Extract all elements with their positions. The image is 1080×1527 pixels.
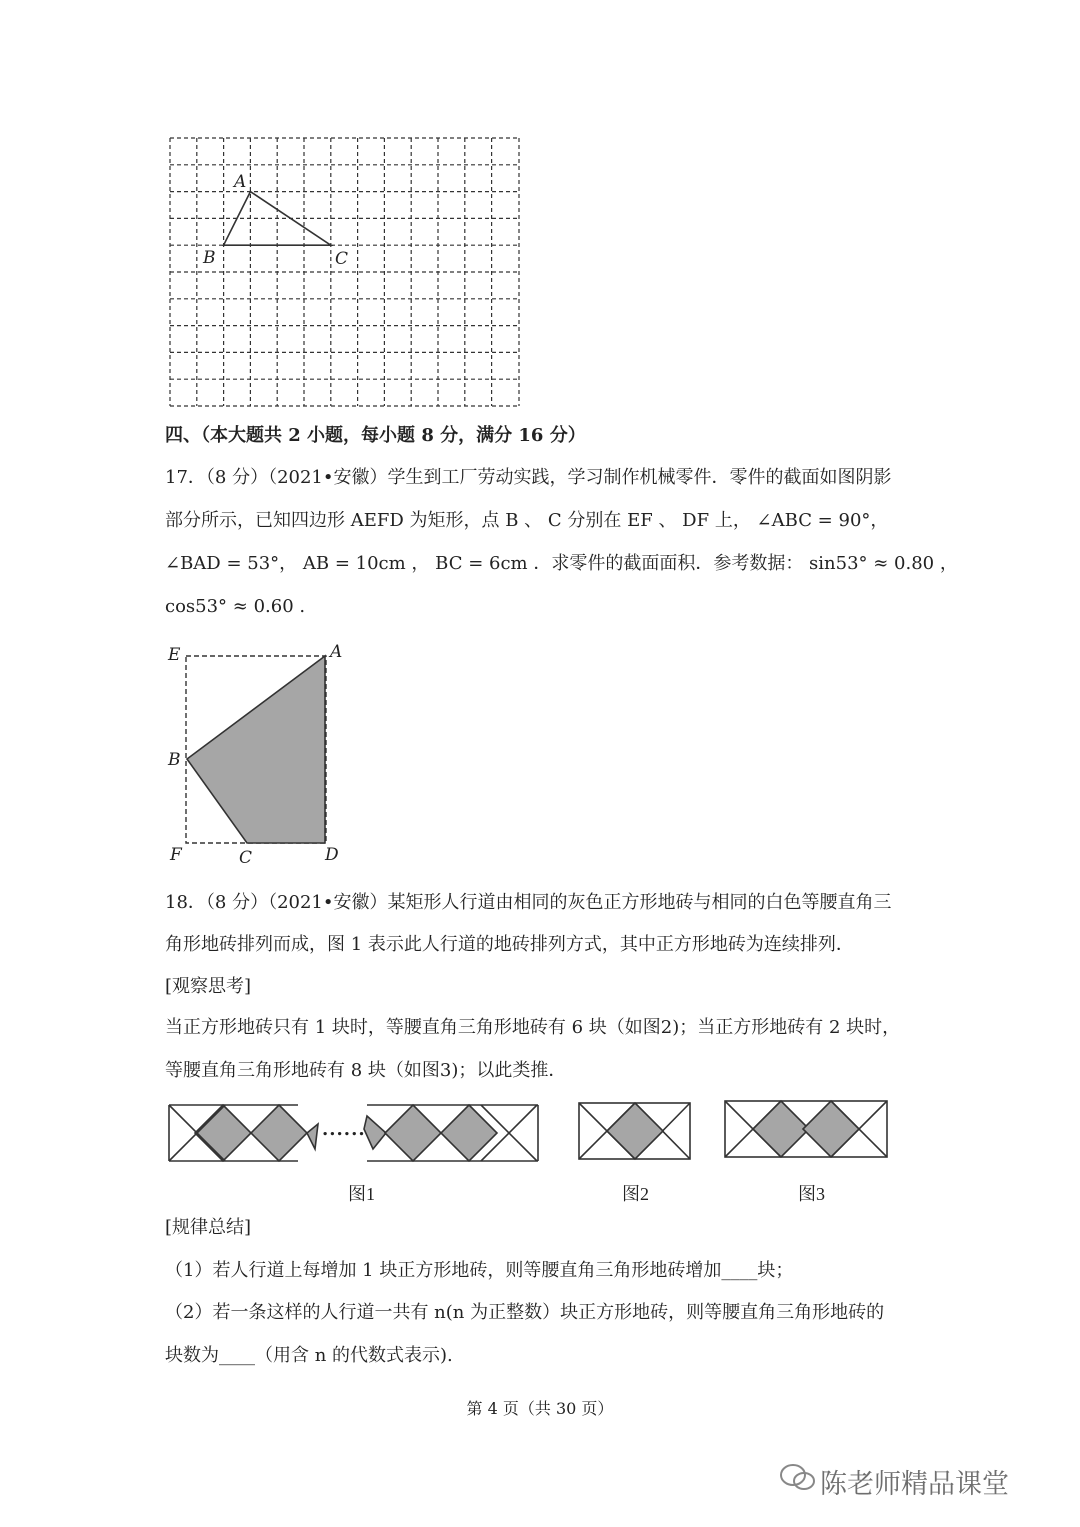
q18-observe: [观察思考] — [165, 976, 252, 997]
label-f: F — [170, 845, 182, 865]
label-b2: B — [168, 750, 181, 770]
fig3-caption: 图3 — [798, 1184, 825, 1204]
ellipsis-dots: ...... — [322, 1119, 366, 1140]
q18-part2-line1: （2）若一条这样的人行道一共有 n(n 为正整数）块正方形地砖，则等腰直角三角形地砖的 — [165, 1302, 885, 1323]
page-footer: 第 4 页（共 30 页） — [466, 1399, 614, 1418]
tile-figure-2 — [578, 1102, 692, 1162]
q18-part2-line2: 块数为____（用含 n 的代数式表示). — [165, 1345, 453, 1366]
q17-figure — [185, 655, 330, 845]
q18-summary: [规律总结] — [165, 1217, 252, 1238]
q17-line1: 17．（8 分）（2021•安徽）学生到工厂劳动实践，学习制作机械零件．零件的截面如图阴影 — [165, 467, 892, 488]
q18-line3: 当正方形地砖只有 1 块时，等腰直角三角形地砖有 6 块（如图2)；当正方形地砖有 2 块时， — [165, 1017, 901, 1038]
wechat-icon — [778, 1462, 818, 1494]
fig1-caption: 图1 — [348, 1184, 375, 1204]
q18-line1: 18．（8 分）（2021•安徽）某矩形人行道由相同的灰色正方形地砖与相同的白色等腰直角三 — [165, 892, 892, 913]
label-c: C — [335, 249, 349, 269]
grid-figure — [170, 138, 522, 410]
label-a: A — [234, 172, 247, 192]
q17-line2: 部分所示，已知四边形 AEFD 为矩形，点 B 、 C 分别在 EF 、 DF 上， ∠ABC = 90°， — [165, 510, 889, 531]
q17-line4: cos53° ≈ 0.60 . — [165, 596, 306, 617]
fig2-caption: 图2 — [622, 1184, 649, 1204]
label-a2: A — [330, 642, 343, 662]
watermark: 陈老师精品课堂 — [820, 1469, 1009, 1500]
q17-line3: ∠BAD = 53°， AB = 10cm ， BC = 6cm ．求零件的截面面积．参考数据： sin53° ≈ 0.80 ， — [165, 553, 958, 574]
label-c2: C — [239, 848, 253, 868]
label-e: E — [168, 645, 181, 665]
q18-line4: 等腰直角三角形地砖有 8 块（如图3)；以此类推． — [165, 1060, 567, 1081]
label-d: D — [325, 845, 339, 865]
section-heading: 四、（本大题共 2 小题，每小题 8 分，满分 16 分） — [165, 425, 586, 446]
label-b: B — [203, 248, 216, 268]
q18-line2: 角形地砖排列而成，图 1 表示此人行道的地砖排列方式，其中正方形地砖为连续排列． — [165, 934, 854, 955]
q18-part1: （1）若人行道上每增加 1 块正方形地砖，则等腰直角三角形地砖增加____块； — [165, 1260, 794, 1281]
shaded-part — [187, 656, 325, 843]
tile-figure-3 — [724, 1100, 890, 1160]
